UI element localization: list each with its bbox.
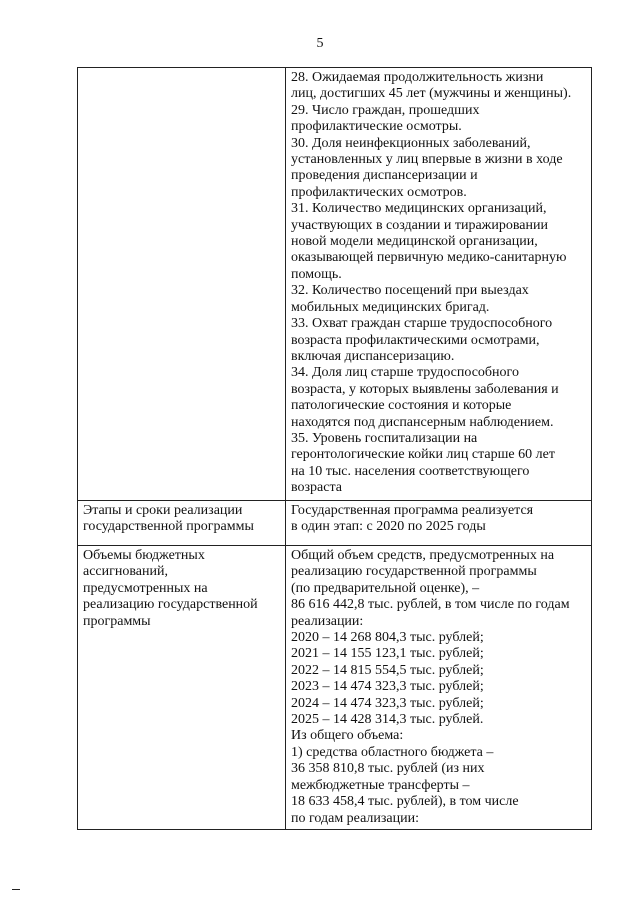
text-line: возраста профилактическими осмотрами, (291, 332, 540, 348)
text-line: реализацию государственной (83, 597, 258, 613)
table-row (78, 546, 592, 830)
row-value-cell (286, 68, 592, 501)
text-line: участвующих в создании и тиражировании (291, 217, 548, 233)
text-line: геронтологические койки лиц старше 60 лет (291, 447, 555, 463)
row-value-cell (286, 546, 592, 830)
row-value-cell (286, 501, 592, 546)
text-line: 2023 – 14 474 323,3 тыс. рублей; (291, 679, 484, 695)
text-line: предусмотренных на (83, 580, 208, 596)
margin-mark (12, 889, 20, 890)
text-line: Объемы бюджетных (83, 548, 205, 563)
row-label-cell (78, 68, 286, 501)
program-passport-table (77, 67, 592, 830)
text-line: 29. Число граждан, прошедших (291, 102, 480, 118)
text-line: программы (83, 613, 151, 629)
text-line: возраста (291, 480, 342, 496)
text-line: 32. Количество посещений при выездах (291, 283, 529, 299)
text-line: мобильных медицинских бригад. (291, 299, 490, 315)
text-line: 2025 – 14 428 314,3 тыс. рублей. (291, 712, 484, 728)
text-line: по годам реализации: (291, 810, 419, 826)
text-line: межбюджетные трансферты – (291, 777, 470, 793)
text-line: 2021 – 14 155 123,1 тыс. рублей; (291, 646, 484, 662)
text-line: на 10 тыс. населения соответствующего (291, 463, 530, 479)
text-line: 34. Доля лиц старше трудоспособного (291, 365, 519, 381)
text-line: профилактических осмотров. (291, 184, 467, 200)
text-line: 35. Уровень госпитализации на (291, 430, 478, 446)
text-line: возраста, у которых выявлены заболевания и (291, 381, 559, 397)
text-line: 18 633 458,4 тыс. рублей), в том числе (291, 794, 519, 810)
text-line: 1) средства областного бюджета – (291, 744, 494, 760)
text-line: ассигнований, (83, 564, 168, 580)
text-line: Этапы и сроки реализации (83, 503, 243, 518)
text-line: 86 616 442,8 тыс. рублей, в том числе по годам (291, 597, 570, 613)
row-label-cell (78, 501, 286, 546)
text-line: 2024 – 14 474 323,3 тыс. рублей; (291, 695, 484, 711)
text-line: помощь. (291, 266, 342, 282)
text-line: 2022 – 14 815 554,5 тыс. рублей; (291, 662, 484, 678)
text-line: 2020 – 14 268 804,3 тыс. рублей; (291, 630, 484, 646)
text-line: Государственная программа реализуется (291, 503, 534, 518)
text-line: Общий объем средств, предусмотренных на (291, 548, 555, 563)
text-line: патологические состояния и которые (291, 398, 512, 414)
text-line: находятся под диспансерным наблюдением. (291, 414, 554, 430)
text-line: 31. Количество медицинских организаций, (291, 201, 547, 217)
text-line: 28. Ожидаемая продолжительность жизни (291, 70, 544, 85)
text-line: Из общего объема: (291, 728, 404, 744)
text-line: установленных у лиц впервые в жизни в ходе (291, 152, 563, 168)
page-number: 5 (316, 36, 324, 51)
text-line: реализацию государственной программы (291, 564, 537, 580)
text-line: реализации: (291, 613, 364, 629)
text-line: профилактические осмотры. (291, 119, 462, 135)
text-line: 33. Охват граждан старше трудоспособного (291, 316, 553, 332)
text-line: оказывающей первичную медико-санитарную (291, 250, 567, 266)
table-row (78, 68, 592, 501)
text-line: новой модели медицинской организации, (291, 234, 538, 250)
row-label-cell (78, 546, 286, 830)
text-line: лиц, достигших 45 лет (мужчины и женщины). (291, 86, 572, 102)
text-line: 36 358 810,8 тыс. рублей (из них (291, 761, 485, 777)
text-line: включая диспансеризацию. (291, 348, 455, 364)
text-line: 30. Доля неинфекционных заболеваний, (291, 135, 531, 151)
text-line: в один этап: с 2020 по 2025 годы (291, 519, 486, 535)
text-line: (по предварительной оценке), – (291, 580, 480, 596)
table-row (78, 501, 592, 546)
text-line: проведения диспансеризации и (291, 168, 478, 184)
text-line: государственной программы (83, 519, 254, 535)
